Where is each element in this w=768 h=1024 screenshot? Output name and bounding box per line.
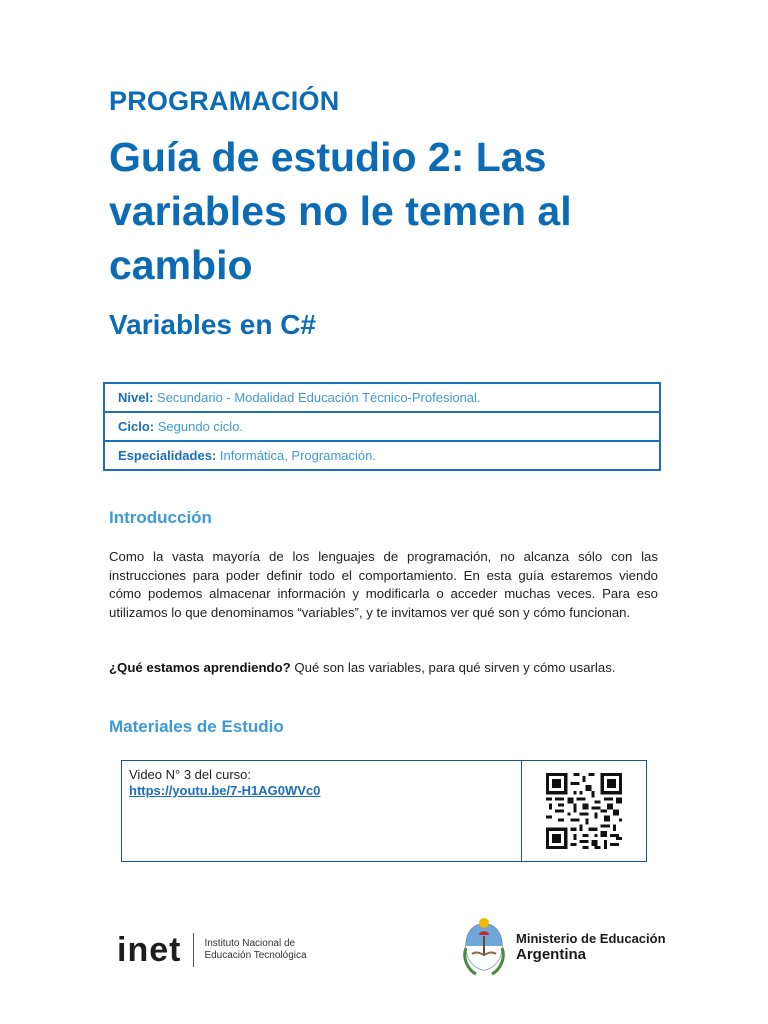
materials-heading: Materiales de Estudio [109, 717, 284, 736]
ministry-name: Ministerio de Educación [516, 931, 666, 946]
inet-subtitle [204, 938, 306, 962]
document-title: Guía de estudio 2: Las variables no le temen al cambio [109, 134, 572, 288]
info-row-ciclo [105, 411, 659, 440]
ciclo-value: Segundo ciclo. [157, 419, 244, 434]
info-table [103, 382, 661, 471]
video-link[interactable]: https://youtu.be/7-H1AG0WVc0 [129, 783, 321, 798]
intro-heading: Introducción [109, 508, 212, 527]
nivel-value: Secundario - Modalidad Educación Técnico-Profesional. [157, 390, 481, 405]
learning-question [109, 660, 669, 675]
inet-divider [193, 933, 194, 967]
ministry-logo [462, 918, 666, 976]
question-answer: Qué son las variables, para qué sirven y cómo usarlas. [294, 660, 616, 675]
info-row-especialidades [105, 440, 659, 469]
especialidades-value: Informática, Programación. [219, 448, 376, 463]
inet-logo [117, 928, 307, 972]
materials-table [121, 760, 647, 862]
materials-text-cell [122, 761, 522, 861]
qr-cell [522, 761, 646, 861]
inet-wordmark: inet [117, 930, 182, 969]
document-subtitle: Variables en C# [109, 309, 317, 340]
inet-subtitle-line1: Instituto Nacional de [204, 938, 296, 949]
video-label: Video N° 3 del curso: [129, 767, 252, 782]
document-kicker: PROGRAMACIÓN [109, 86, 340, 116]
ciclo-label: Ciclo: [118, 419, 155, 434]
especialidades-label: Especialidades: [118, 448, 217, 463]
qr-code-icon [543, 773, 625, 849]
info-row-nivel [105, 384, 659, 411]
ministry-text [516, 931, 666, 963]
question-label: ¿Qué estamos aprendiendo? [109, 660, 291, 675]
intro-paragraph: Como la vasta mayoría de los lenguajes de programación, no alcanza sólo con las instrucciones para poder definir todo el comportamiento. En esta guía estaremos viendo cómo podemos almacenar información y modificarla o acceder muchas veces. Para eso utilizamos lo que denominamos “variables”, y te invitamos ver qué son y cómo funcionan. [109, 549, 658, 620]
ministry-country: Argentina [516, 946, 587, 963]
nivel-label: Nivel: [118, 390, 154, 405]
coat-of-arms-icon [462, 918, 506, 976]
inet-subtitle-line2: Educación Tecnológica [204, 950, 307, 961]
